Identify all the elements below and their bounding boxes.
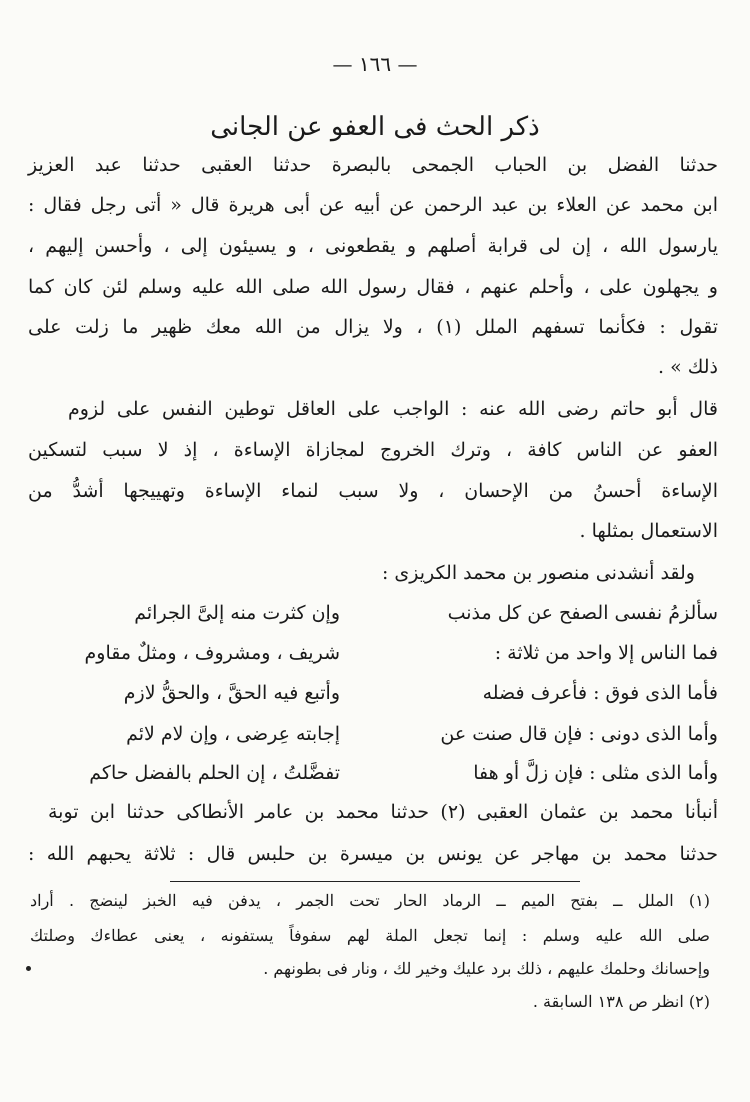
paragraph-2-line: قال أبو حاتم رضى الله عنه : الواجب على العاقل توطين النفس على لزوم xyxy=(68,398,718,420)
verse-first-hemistich: سألزمُ نفسى الصفح عن كل مذنب xyxy=(447,602,718,624)
paragraph-2-line: الإساءة أحسنُ من الإحسان ، ولا سبب لنماء الإساءة وتهييجها أشدُّ من xyxy=(28,480,718,502)
verse-second-hemistich: وأتبع فيه الحقَّ ، والحقُّ لازم xyxy=(123,682,340,704)
poem-intro: ولقد أنشدنى منصور بن محمد الكريزى : xyxy=(381,562,695,584)
verse-first-hemistich: فأما الذى فوق : فأعرف فضله xyxy=(482,682,718,704)
verse-second-hemistich: إجابته عِرضى ، وإن لام لائم xyxy=(126,723,340,745)
paragraph-1-line: ذلك » . xyxy=(657,356,718,378)
paragraph-1-line: ابن محمد عن العلاء بن عبد الرحمن عن أبيه عن أبى هريرة قال « أتى رجل فقال : xyxy=(28,194,718,216)
verse-first-hemistich: وأما الذى مثلى : فإن زلَّ أو هفا xyxy=(473,762,718,784)
paragraph-2-line: الاستعمال بمثلها . xyxy=(579,520,718,542)
paragraph-3-line: حدثنا محمد بن مهاجر عن يونس بن ميسرة بن حلبس قال : ثلاثة يحبهم الله : xyxy=(28,843,718,865)
footnote-line: (٢) انظر ص ١٣٨ السابقة . xyxy=(532,992,710,1011)
footnote-line: صلى الله عليه وسلم : إنما تجعل الملة لهم سفوفاً يستفونه ، يعنى عطاءك وصلتك xyxy=(30,926,710,945)
paragraph-1-line: يارسول الله ، إن لى قرابة أصلهم و يقطعونى ، و يسيئون إلى ، وأحسن إليهم ، xyxy=(28,235,718,257)
verse-second-hemistich: شريف ، ومشروف ، ومثلٌ مقاوم xyxy=(84,642,340,664)
footnote-divider xyxy=(170,881,580,882)
paragraph-2-line: العفو عن الناس كافة ، وترك الخروج لمجازاة الإساءة ، إذ لا سبب لتسكين xyxy=(28,439,718,461)
section-title: ذكر الحث فى العفو عن الجانى xyxy=(210,112,540,142)
paragraph-1-line: تقول : فكأنما تسفهم الملل (١) ، ولا يزال من الله معك ظهير ما زلت على xyxy=(28,316,718,338)
footnote-line: (١) الملل ــ بفتح الميم ــ الرماد الحار تحت الجمر ، يدفن فيه الخبز لينضج . أراد xyxy=(30,891,710,910)
verse-first-hemistich: وأما الذى دونى : فإن قال صنت عن xyxy=(440,723,718,745)
paragraph-3-line: أنبأنا محمد بن عثمان العقبى (٢) حدثنا محمد بن عامر الأنطاكى حدثنا ابن توبة xyxy=(48,801,719,823)
margin-mark xyxy=(26,966,31,971)
verse-second-hemistich: تفضَّلتُ ، إن الحلم بالفضل حاكم xyxy=(89,762,340,784)
page-number: — ١٦٦ — xyxy=(332,52,418,76)
paragraph-1-line: حدثنا الفضل بن الحباب الجمحى بالبصرة حدثنا العقبى حدثنا عبد العزيز xyxy=(28,154,718,176)
paragraph-1-line: و يجهلون على ، وأحلم عنهم ، فقال رسول الله صلى الله عليه وسلم لئن كان كما xyxy=(28,276,718,298)
verse-first-hemistich: فما الناس إلا واحد من ثلاثة : xyxy=(494,642,718,664)
footnote-line: وإحسانك وحلمك عليهم ، ذلك برد عليك وخير لك ، ونار فى بطونهم . xyxy=(263,959,710,978)
verse-second-hemistich: وإن كثرت منه إلىَّ الجرائم xyxy=(134,602,340,624)
